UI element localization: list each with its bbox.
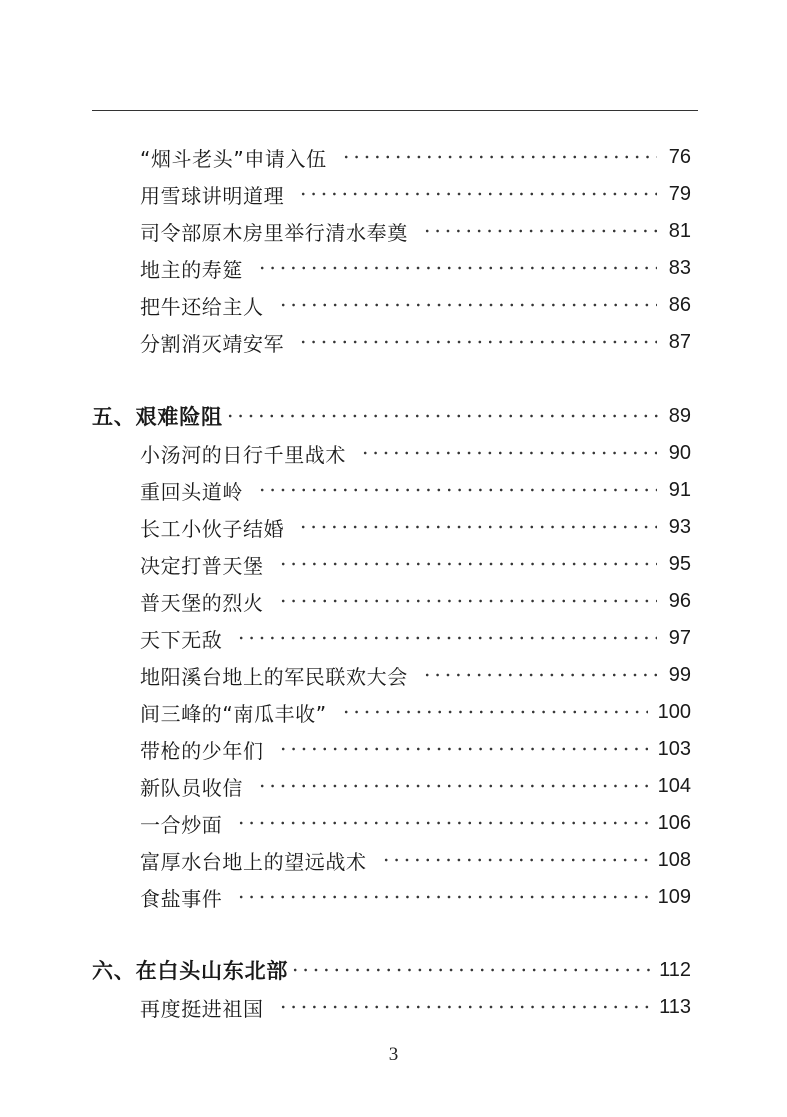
toc-entry-title: 决定打普天堡	[140, 553, 264, 578]
toc-entry-title: 富厚水台地上的望远战术	[140, 849, 367, 874]
toc-section-heading[interactable]	[92, 955, 691, 985]
dot-leader	[236, 636, 657, 640]
toc-entry-page: 87	[668, 330, 691, 353]
toc-entry-title: 司令部原木房里举行清水奉奠	[140, 220, 408, 245]
toc-entry-page: 93	[668, 515, 691, 538]
dot-leader	[236, 821, 647, 825]
toc-entry-title: 普天堡的烈火	[140, 590, 264, 615]
toc-entry-page: 76	[668, 145, 691, 168]
toc-entry[interactable]	[140, 216, 691, 246]
toc-entry-page: 81	[668, 219, 691, 242]
toc-entry[interactable]	[140, 697, 691, 727]
toc-entry-page: 99	[668, 663, 691, 686]
toc-entry-title: 天下无敌	[140, 627, 223, 652]
toc-entry-title: 用雪球讲明道理	[140, 183, 285, 208]
toc-entry-page: 103	[657, 737, 691, 760]
header-rule	[92, 110, 698, 111]
toc-entry[interactable]	[140, 253, 691, 283]
toc-entry-page: 96	[668, 589, 691, 612]
toc-entry-title: 新队员收信	[140, 775, 243, 800]
toc-entry[interactable]	[140, 808, 691, 838]
toc-entry-page: 100	[657, 700, 691, 723]
dot-leader	[257, 784, 648, 788]
toc-entry-page: 83	[668, 256, 691, 279]
dot-leader	[341, 155, 657, 159]
dot-leader	[422, 229, 657, 233]
dot-leader	[278, 303, 657, 307]
dot-leader	[341, 710, 648, 714]
toc-entry-page: 86	[668, 293, 691, 316]
dot-leader	[278, 562, 657, 566]
toc-entry[interactable]	[140, 882, 691, 912]
toc-section-title: 五、艰难险阻	[92, 405, 223, 429]
dot-leader	[225, 414, 659, 418]
toc-entry-title: 食盐事件	[140, 886, 223, 911]
toc-entry-title: 地阳溪台地上的军民联欢大会	[140, 664, 408, 689]
page-number: 3	[388, 1044, 399, 1065]
dot-leader	[278, 747, 648, 751]
toc-section-page: 89	[668, 404, 691, 427]
dot-leader	[422, 673, 657, 677]
toc-entry-page: 91	[668, 478, 691, 501]
toc-entry[interactable]	[140, 438, 691, 468]
dot-leader	[298, 525, 657, 529]
toc-entry[interactable]	[140, 845, 691, 875]
toc-entry[interactable]	[140, 586, 691, 616]
toc-entry[interactable]	[140, 734, 691, 764]
toc-entry-title: 间三峰的“南瓜丰收”	[140, 701, 327, 726]
toc-entry[interactable]	[140, 512, 691, 542]
toc-entry-page: 106	[657, 811, 691, 834]
toc-entry-title: 再度挺进祖国	[140, 996, 264, 1021]
toc-entry-title: 把牛还给主人	[140, 294, 264, 319]
toc-entry[interactable]	[140, 623, 691, 653]
dot-leader	[360, 451, 657, 455]
toc-entry-page: 97	[668, 626, 691, 649]
toc-entry-page: 113	[659, 995, 691, 1018]
toc-entry-title: 一合炒面	[140, 812, 223, 837]
toc-entry-page: 109	[657, 885, 691, 908]
toc-entry-title: 带枪的少年们	[140, 738, 264, 763]
toc-entry[interactable]	[140, 327, 691, 357]
toc-entry[interactable]	[140, 179, 691, 209]
dot-leader	[257, 266, 657, 270]
toc-entry[interactable]	[140, 549, 691, 579]
toc-entry-page: 79	[668, 182, 691, 205]
dot-leader	[236, 895, 647, 899]
toc-entry-title: 小汤河的日行千里战术	[140, 442, 346, 467]
toc-entry-title: 分割消灭靖安军	[140, 331, 285, 356]
dot-leader	[298, 192, 657, 196]
toc-entry-page: 104	[657, 774, 691, 797]
toc-entry[interactable]	[140, 660, 691, 690]
toc-entry[interactable]	[140, 290, 691, 320]
dot-leader	[257, 488, 657, 492]
dot-leader	[278, 1005, 650, 1009]
toc-entry-page: 90	[668, 441, 691, 464]
toc-section-page: 112	[659, 958, 691, 981]
toc-entry-page: 108	[657, 848, 691, 871]
toc-entry[interactable]	[140, 142, 691, 172]
toc-entry[interactable]	[140, 992, 691, 1022]
toc-entry-title: 重回头道岭	[140, 479, 243, 504]
toc-entry-title: 地主的寿筵	[140, 257, 243, 282]
dot-leader	[278, 599, 657, 603]
toc-section-heading[interactable]	[92, 401, 691, 431]
dot-leader	[381, 858, 648, 862]
dot-leader	[290, 968, 651, 972]
toc-entry[interactable]	[140, 771, 691, 801]
toc-entry-title: 长工小伙子结婚	[140, 516, 285, 541]
toc-entry-title: “烟斗老头”申请入伍	[140, 146, 327, 171]
toc-section-title: 六、在白头山东北部	[92, 959, 289, 983]
toc-entry[interactable]	[140, 475, 691, 505]
dot-leader	[298, 340, 657, 344]
toc-entry-page: 95	[668, 552, 691, 575]
